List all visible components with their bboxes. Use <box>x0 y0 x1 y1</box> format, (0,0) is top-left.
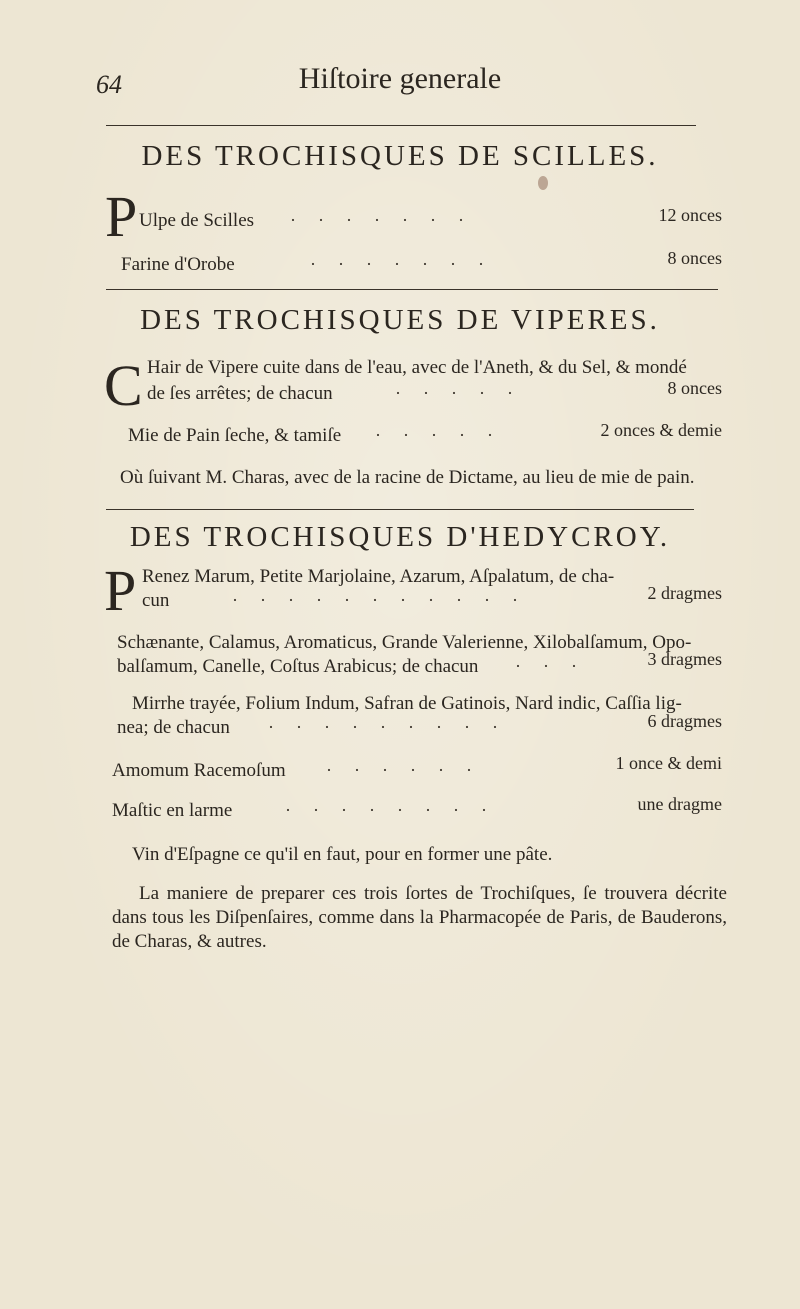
drop-cap: P <box>105 184 138 249</box>
ingredient-quantity: 2 dragmes <box>647 583 722 603</box>
wine-instruction: Vin d'Eſpagne ce qu'il en faut, pour en former une pâte. <box>132 844 553 865</box>
section-divider <box>106 289 718 290</box>
leader-dots: ··· <box>515 656 599 676</box>
leader-dots: ······· <box>310 254 506 274</box>
ingredient-quantity: 8 onces <box>667 248 722 268</box>
ingredient-name: Maſtic en larme <box>112 800 233 821</box>
ingredient-name: Hair de Vipere cuite dans de l'eau, avec de l'Aneth, & du Sel, & mondé <box>147 357 687 378</box>
drop-cap: C <box>104 353 143 418</box>
ingredient-name-continued: cun <box>142 590 170 611</box>
leader-dots: ····· <box>375 425 515 445</box>
ingredient-quantity: 8 onces <box>667 378 722 398</box>
ingredient-name: Ulpe de Scilles <box>139 210 255 231</box>
leader-dots: ········· <box>268 717 520 737</box>
ingredient-quantity: 12 onces <box>658 205 722 225</box>
ingredient-name: Schænante, Calamus, Aromaticus, Grande Valerienne, Xilobalſamum, Opo- <box>117 632 692 653</box>
ingredient-name: Mie de Pain ſeche, & tamiſe <box>128 425 342 446</box>
leader-dots: ······ <box>326 760 494 780</box>
ingredient-quantity: 3 dragmes <box>647 649 722 669</box>
ingredient-name: Mirrhe trayée, Folium Indum, Safran de Gatinois, Nard indic, Caſſia lig- <box>132 693 682 714</box>
ink-stain <box>538 176 548 190</box>
ingredient-quantity: 1 once & demi <box>615 753 722 773</box>
section-title-viperes: DES TROCHISQUES DE VIPERES. <box>140 304 660 336</box>
closing-paragraph: La maniere de preparer ces trois ſortes de Trochiſques, ſe trouvera décrite dans tous les Diſpenſaires, comme dans la Pharmacopée de Paris, de Bauderons, de Charas, & autres. <box>112 883 727 952</box>
preparation-note: Où ſuivant M. Charas, avec de la racine de Dictame, au lieu de mie de pain. <box>120 467 695 488</box>
section-divider <box>106 509 694 510</box>
leader-dots: ····· <box>395 383 535 403</box>
section-title-hedycroy: DES TROCHISQUES D'HEDYCROY. <box>129 521 671 553</box>
ingredient-quantity: 6 dragmes <box>647 711 722 731</box>
page-number: 64 <box>96 70 122 99</box>
section-divider <box>106 125 696 126</box>
ingredient-name: Renez Marum, Petite Marjolaine, Azarum, Aſpalatum, de cha- <box>142 566 615 587</box>
ingredient-name-continued: de ſes arrêtes; de chacun <box>147 383 333 404</box>
page-header <box>0 58 800 98</box>
ingredient-name-continued: nea; de chacun <box>117 717 230 738</box>
leader-dots: ········ <box>285 800 509 820</box>
ingredient-name-continued: balſamum, Canelle, Coſtus Arabicus; de chacun <box>117 656 479 677</box>
running-title: Hiſtoire generale <box>298 62 502 95</box>
ingredient-name: Farine d'Orobe <box>121 254 235 275</box>
ingredient-quantity: une dragme <box>637 794 722 814</box>
leader-dots: ··········· <box>232 590 540 610</box>
leader-dots: ······· <box>290 210 486 230</box>
ingredient-name: Amomum Racemoſum <box>112 760 286 781</box>
section-title-scilles: DES TROCHISQUES DE SCILLES. <box>141 140 659 172</box>
drop-cap: P <box>104 558 137 623</box>
ingredient-quantity: 2 onces & demie <box>600 420 722 440</box>
